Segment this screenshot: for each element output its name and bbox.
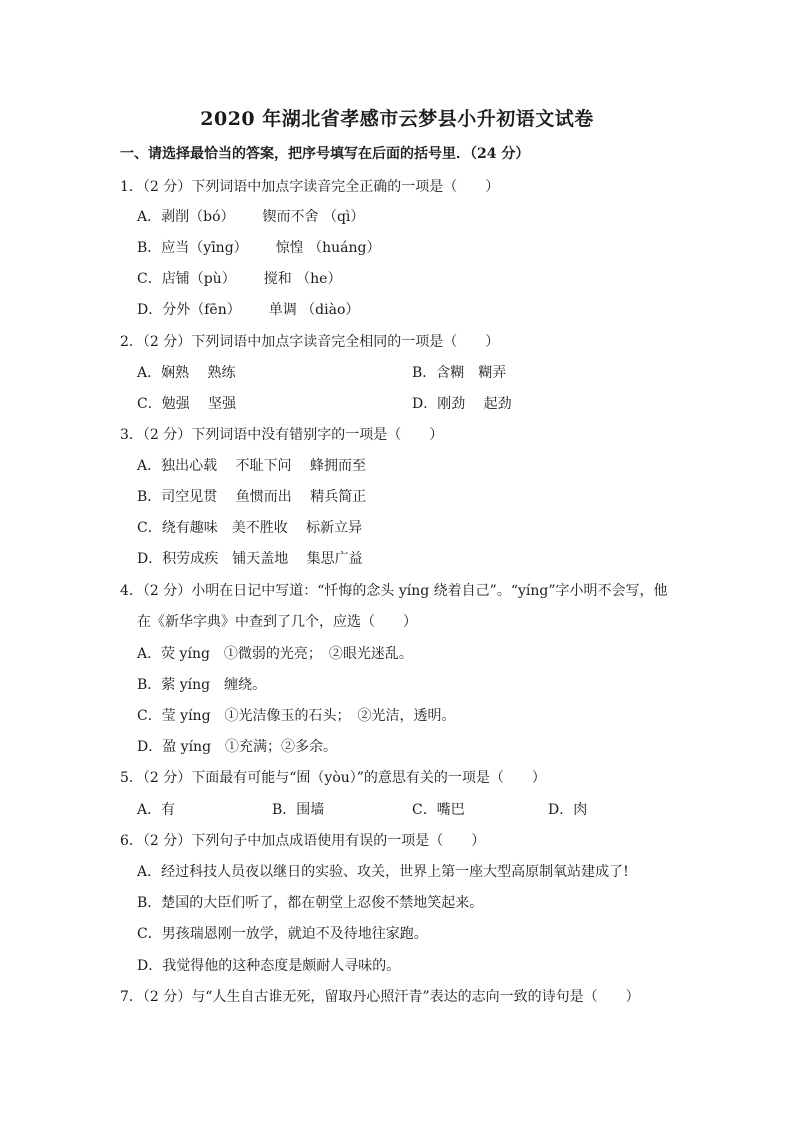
q2-option-b: B．含糊 糊弄 bbox=[412, 365, 507, 381]
q1-option-d-part1: D．分外（fēn） bbox=[137, 302, 241, 318]
question-4-stem-line2: 在《新华字典》中查到了几个，应选（ ） bbox=[137, 614, 417, 630]
q4-option-d: D．盈 yíng ①充满；②多余。 bbox=[137, 739, 338, 755]
question-4-stem-line1: 4．（2 分）小明在日记中写道：“忏悔的念头 yíng 绕着自己”。“yíng”字小明不会写，他 bbox=[120, 583, 668, 599]
question-3-stem: 3．（2 分）下列词语中没有错别字的一项是（ ） bbox=[120, 427, 444, 443]
page-title: 2020 年湖北省孝感市云梦县小升初语文试卷 bbox=[200, 108, 594, 130]
q4-option-c: C．莹 yíng ①光洁像玉的石头； ②光洁，透明。 bbox=[137, 708, 456, 724]
q5-option-b: B．围墙 bbox=[272, 802, 325, 818]
q6-option-a: A．经过科技人员夜以继日的实验、攻关，世界上第一座大型高原制氧站建成了! bbox=[137, 864, 629, 880]
q1-option-d-part2: 单调 （diào） bbox=[268, 302, 360, 318]
q3-option-d: D．积劳成疾 铺天盖地 集思广益 bbox=[137, 551, 363, 567]
q5-option-a: A．有 bbox=[137, 802, 176, 818]
question-7-stem: 7．（2 分）与“人生自古谁无死，留取丹心照汗青”表达的志向一致的诗句是（ ） bbox=[120, 989, 640, 1005]
q1-option-b-part1: B．应当（yīng） bbox=[137, 240, 248, 256]
q3-option-c: C．绕有趣味 美不胜收 标新立异 bbox=[137, 520, 363, 536]
q3-option-a: A．独出心载 不耻下问 蜂拥而至 bbox=[137, 458, 367, 474]
section-heading: 一、请选择最恰当的答案，把序号填写在后面的括号里．（24 分） bbox=[120, 146, 530, 162]
q6-option-c: C．男孩瑞恩刚一放学，就迫不及待地往家跑。 bbox=[137, 926, 428, 942]
q4-option-a: A．荧 yíng ①微弱的光亮； ②眼光迷乱。 bbox=[137, 646, 413, 662]
q1-option-a-part1: A．剥削（bó） bbox=[137, 209, 235, 225]
q1-option-c-part1: C．店铺（pù） bbox=[137, 271, 236, 287]
q2-option-a: A．娴熟 熟练 bbox=[137, 365, 236, 381]
q1-option-b bbox=[137, 238, 380, 258]
q2-option-d: D．刚劲 起劲 bbox=[412, 396, 512, 412]
q1-option-a bbox=[137, 207, 364, 227]
q5-option-c: C．嘴巴 bbox=[412, 802, 465, 818]
q1-option-c bbox=[137, 269, 341, 289]
question-5-stem: 5．（2 分）下面最有可能与“囿（yòu）”的意思有关的一项是（ ） bbox=[120, 770, 546, 786]
q1-option-c-part2: 搅和 （he） bbox=[263, 271, 342, 287]
q3-option-b: B．司空见贯 鱼惯而出 精兵简正 bbox=[137, 489, 367, 505]
question-6-stem: 6．（2 分）下列句子中加点成语使用有误的一项是（ ） bbox=[120, 833, 486, 849]
question-2-stem: 2．（2 分）下列词语中加点字读音完全相同的一项是（ ） bbox=[120, 334, 500, 350]
q5-option-d: D．肉 bbox=[548, 802, 588, 818]
q6-option-b: B．楚国的大臣们听了，都在朝堂上忍俊不禁地笑起来。 bbox=[137, 895, 484, 911]
q4-option-b: B．萦 yíng 缠绕。 bbox=[137, 677, 267, 693]
q2-option-c: C．勉强 坚强 bbox=[137, 396, 237, 412]
question-1-stem: 1．（2 分）下列词语中加点字读音完全正确的一项是（ ） bbox=[120, 179, 500, 195]
q1-option-b-part2: 惊惶 （huáng） bbox=[275, 240, 381, 256]
q6-option-d: D．我觉得他的这种态度是颇耐人寻味的。 bbox=[137, 958, 401, 974]
q1-option-d bbox=[137, 300, 359, 320]
q1-option-a-part2: 锲而不舍 （qì） bbox=[262, 209, 365, 225]
